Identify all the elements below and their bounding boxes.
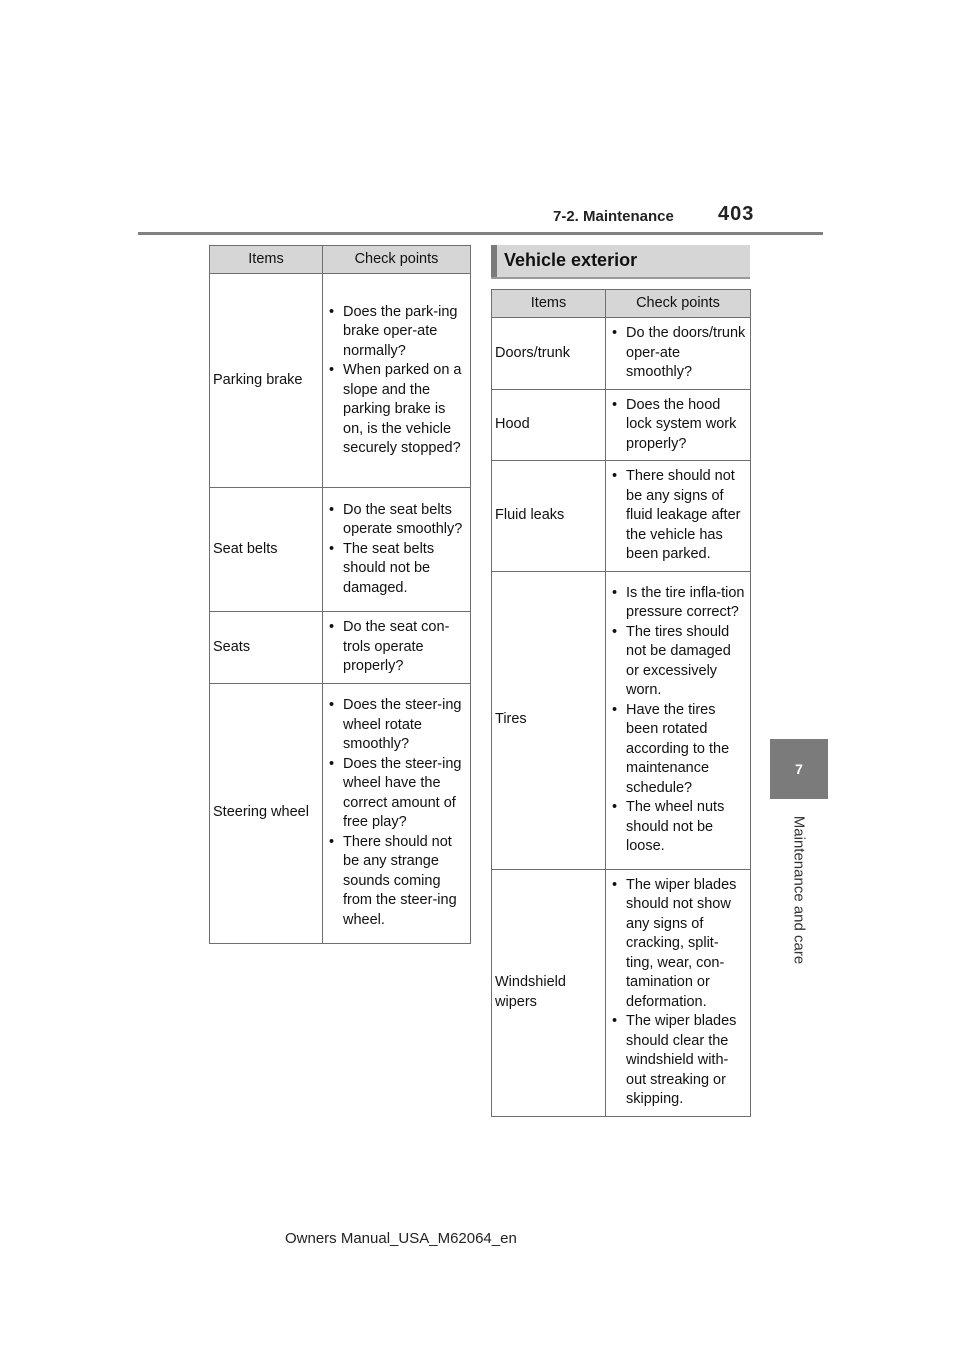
item-cell: Seat belts bbox=[210, 488, 323, 612]
check-point: • The wiper blades should not show any signs of cracking, split-ting, wear, con-tamination or deformation. bbox=[610, 876, 746, 1013]
table-row bbox=[492, 461, 751, 572]
check-point: • Have the tires been rotated according to the maintenance schedule? bbox=[610, 701, 746, 799]
page-number: 403 bbox=[718, 203, 755, 225]
check-points-cell bbox=[323, 488, 471, 612]
interior-checklist-table bbox=[209, 245, 471, 944]
item-cell: Windshield wipers bbox=[492, 869, 606, 1116]
table-row bbox=[492, 318, 751, 390]
table-row bbox=[492, 389, 751, 461]
exterior-checklist-table bbox=[491, 289, 751, 1117]
check-points-cell bbox=[606, 571, 751, 869]
table-row bbox=[492, 869, 751, 1116]
check-points-cell bbox=[606, 318, 751, 390]
check-point: • Does the park-ing brake oper-ate normally? bbox=[327, 303, 466, 362]
check-point: • The wiper blades should clear the windshield with-out streaking or skipping. bbox=[610, 1012, 746, 1110]
check-point: • Do the doors/trunk oper-ate smoothly? bbox=[610, 324, 746, 383]
check-points-cell bbox=[606, 869, 751, 1116]
column-header-check-points: Check points bbox=[606, 290, 751, 318]
check-point: • The tires should not be damaged or excessively worn. bbox=[610, 623, 746, 701]
document-footer: Owners Manual_USA_M62064_en bbox=[285, 1230, 517, 1247]
table-header-row bbox=[210, 246, 471, 274]
check-point: • There should not be any strange sounds coming from the steer-ing wheel. bbox=[327, 833, 466, 931]
table-row bbox=[210, 488, 471, 612]
section-title: 7-2. Maintenance bbox=[553, 208, 674, 225]
check-point: • When parked on a slope and the parking brake is on, is the vehicle securely stopped? bbox=[327, 361, 466, 459]
heading-accent-bar bbox=[491, 245, 497, 277]
check-point: • The wheel nuts should not be loose. bbox=[610, 798, 746, 857]
table-row bbox=[210, 274, 471, 488]
table-row bbox=[492, 571, 751, 869]
check-points-cell bbox=[323, 683, 471, 943]
item-cell: Tires bbox=[492, 571, 606, 869]
column-header-items: Items bbox=[210, 246, 323, 274]
table-row bbox=[210, 612, 471, 684]
check-point: • Do the seat con-trols operate properly? bbox=[327, 618, 466, 677]
item-cell: Hood bbox=[492, 389, 606, 461]
check-point: • Do the seat belts operate smoothly? bbox=[327, 501, 466, 540]
check-points-cell bbox=[606, 461, 751, 572]
vehicle-exterior-heading bbox=[491, 245, 750, 279]
item-cell: Parking brake bbox=[210, 274, 323, 488]
check-point: • Does the steer-ing wheel have the correct amount of free play? bbox=[327, 755, 466, 833]
check-points-cell bbox=[323, 274, 471, 488]
check-points-cell bbox=[606, 389, 751, 461]
chapter-side-label: Maintenance and care bbox=[790, 815, 808, 965]
check-point: • Does the steer-ing wheel rotate smoothly? bbox=[327, 696, 466, 755]
item-cell: Seats bbox=[210, 612, 323, 684]
check-point: • Is the tire infla-tion pressure correct? bbox=[610, 584, 746, 623]
chapter-tab: 7 bbox=[770, 739, 828, 799]
check-points-cell bbox=[323, 612, 471, 684]
check-point: • The seat belts should not be damaged. bbox=[327, 540, 466, 599]
check-point: • There should not be any signs of fluid leakage after the vehicle has been parked. bbox=[610, 467, 746, 565]
column-header-check-points: Check points bbox=[323, 246, 471, 274]
item-cell: Fluid leaks bbox=[492, 461, 606, 572]
table-header-row bbox=[492, 290, 751, 318]
table-row bbox=[210, 683, 471, 943]
item-cell: Doors/trunk bbox=[492, 318, 606, 390]
heading-text: Vehicle exterior bbox=[504, 250, 638, 270]
header-divider bbox=[138, 232, 823, 235]
column-header-items: Items bbox=[492, 290, 606, 318]
check-point: • Does the hood lock system work properly? bbox=[610, 396, 746, 455]
item-cell: Steering wheel bbox=[210, 683, 323, 943]
